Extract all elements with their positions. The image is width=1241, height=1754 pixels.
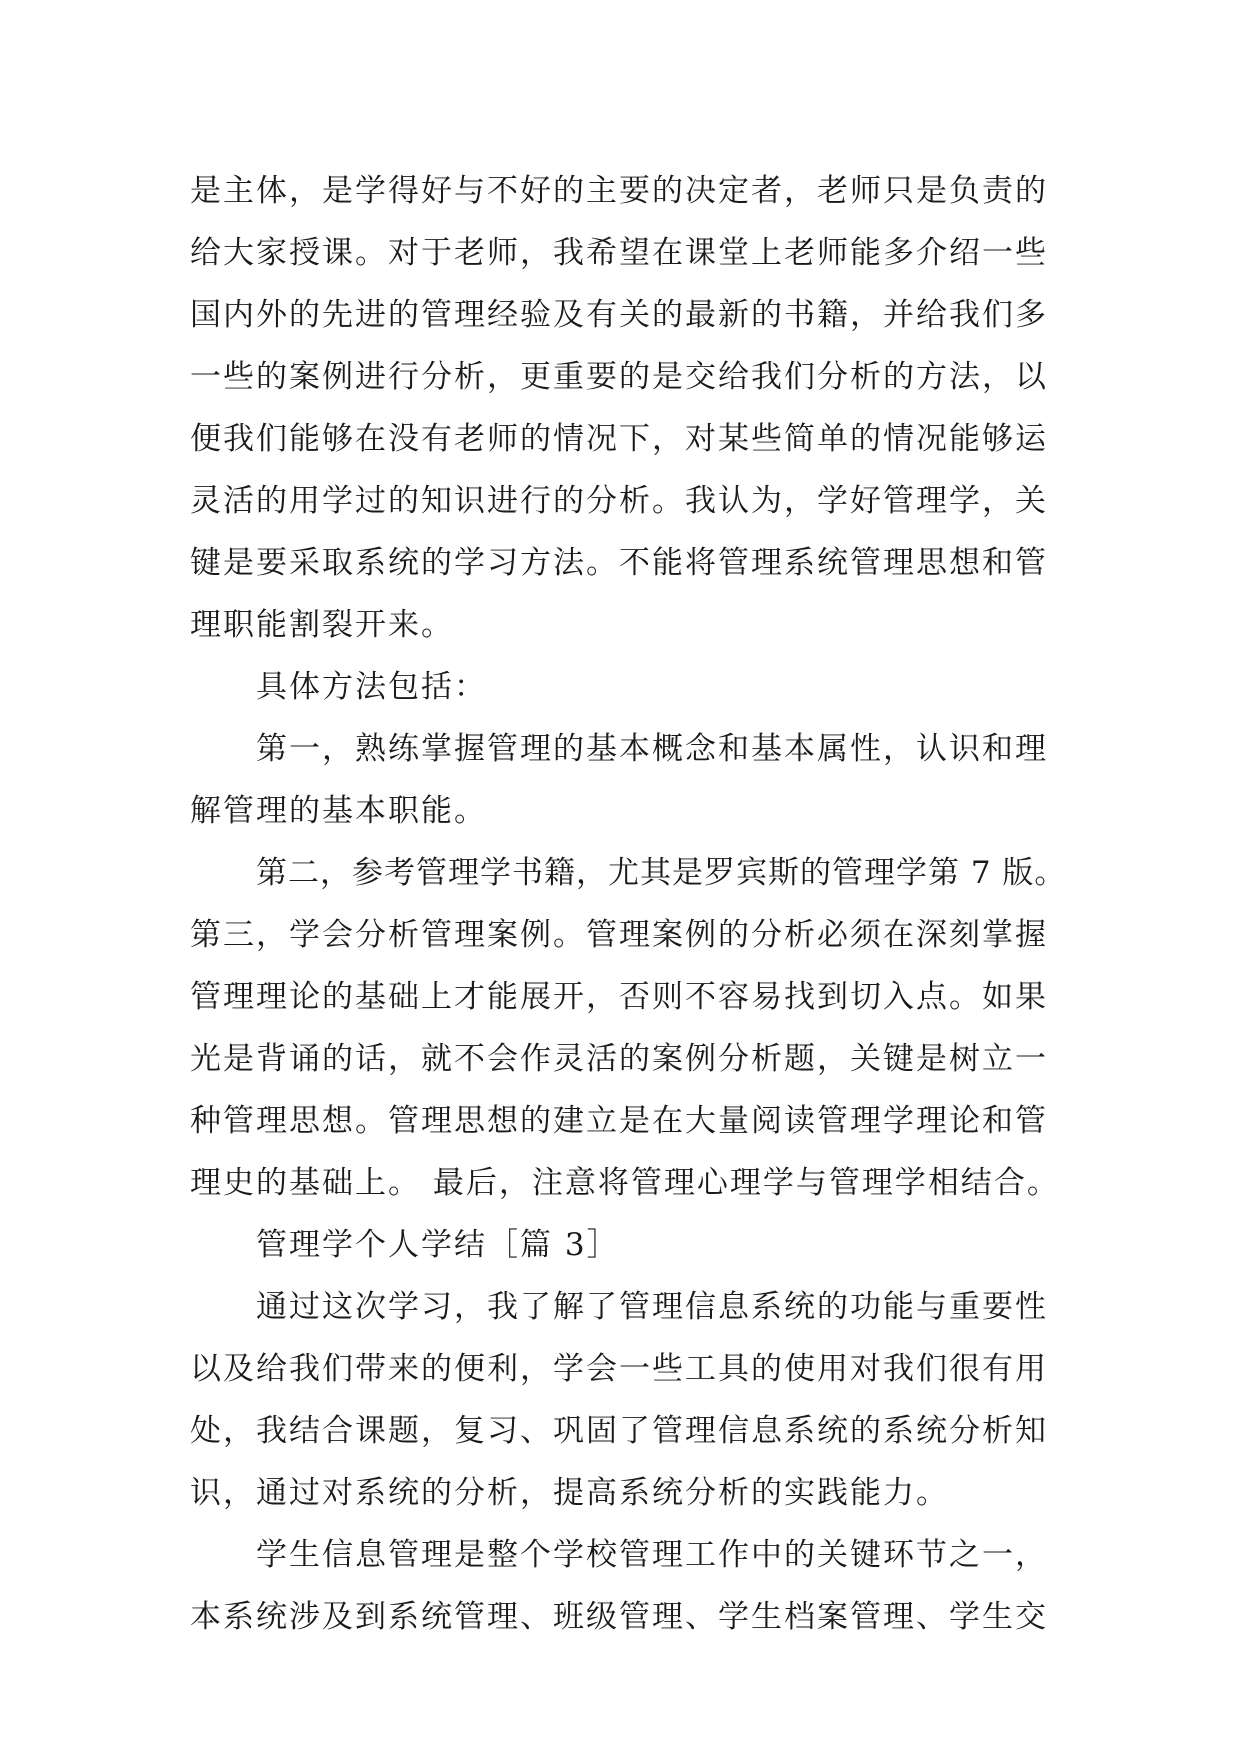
text-line: 第一，熟练掌握管理的基本概念和基本属性，认识和理 bbox=[256, 731, 1048, 767]
text-line: 具体方法包括： bbox=[256, 669, 487, 705]
text-line: 一些的案例进行分析，更重要的是交给我们分析的方法，以 bbox=[190, 359, 1048, 395]
section-heading: 管理学个人学结［篇 3］ bbox=[256, 1227, 620, 1263]
text-line: 第二，参考管理学书籍，尤其是罗宾斯的管理学第 7 版。 bbox=[256, 855, 1067, 891]
text-line: 键是要采取系统的学习方法。不能将管理系统管理思想和管 bbox=[190, 545, 1048, 581]
text-line: 给大家授课。对于老师，我希望在课堂上老师能多介绍一些 bbox=[190, 235, 1048, 271]
text-line: 灵活的用学过的知识进行的分析。我认为，学好管理学，关 bbox=[190, 483, 1048, 519]
text-line: 学生信息管理是整个学校管理工作中的关键环节之一， bbox=[256, 1537, 1048, 1573]
document-body bbox=[190, 160, 1070, 1648]
text-line: 理职能割裂开来。 bbox=[190, 607, 454, 643]
text-line: 本系统涉及到系统管理、班级管理、学生档案管理、学生交 bbox=[190, 1599, 1048, 1635]
text-line: 通过这次学习，我了解了管理信息系统的功能与重要性 bbox=[256, 1289, 1048, 1325]
text-line: 处，我结合课题，复习、巩固了管理信息系统的系统分析知 bbox=[190, 1413, 1048, 1449]
text-line: 解管理的基本职能。 bbox=[190, 793, 487, 829]
text-line: 管理理论的基础上才能展开，否则不容易找到切入点。如果 bbox=[190, 979, 1048, 1015]
text-line: 以及给我们带来的便利，学会一些工具的使用对我们很有用 bbox=[190, 1351, 1048, 1387]
text-line: 便我们能够在没有老师的情况下，对某些简单的情况能够运 bbox=[190, 421, 1048, 457]
text-line: 识，通过对系统的分析，提高系统分析的实践能力。 bbox=[190, 1475, 949, 1511]
text-line: 是主体，是学得好与不好的主要的决定者，老师只是负责的 bbox=[190, 173, 1048, 209]
text-line: 理史的基础上。 最后，注意将管理心理学与管理学相结合。 bbox=[190, 1165, 1060, 1201]
text-line: 第三，学会分析管理案例。管理案例的分析必须在深刻掌握 bbox=[190, 917, 1048, 953]
text-line: 国内外的先进的管理经验及有关的最新的书籍，并给我们多 bbox=[190, 297, 1048, 333]
text-line: 光是背诵的话，就不会作灵活的案例分析题，关键是树立一 bbox=[190, 1041, 1048, 1077]
text-line: 种管理思想。管理思想的建立是在大量阅读管理学理论和管 bbox=[190, 1103, 1048, 1139]
